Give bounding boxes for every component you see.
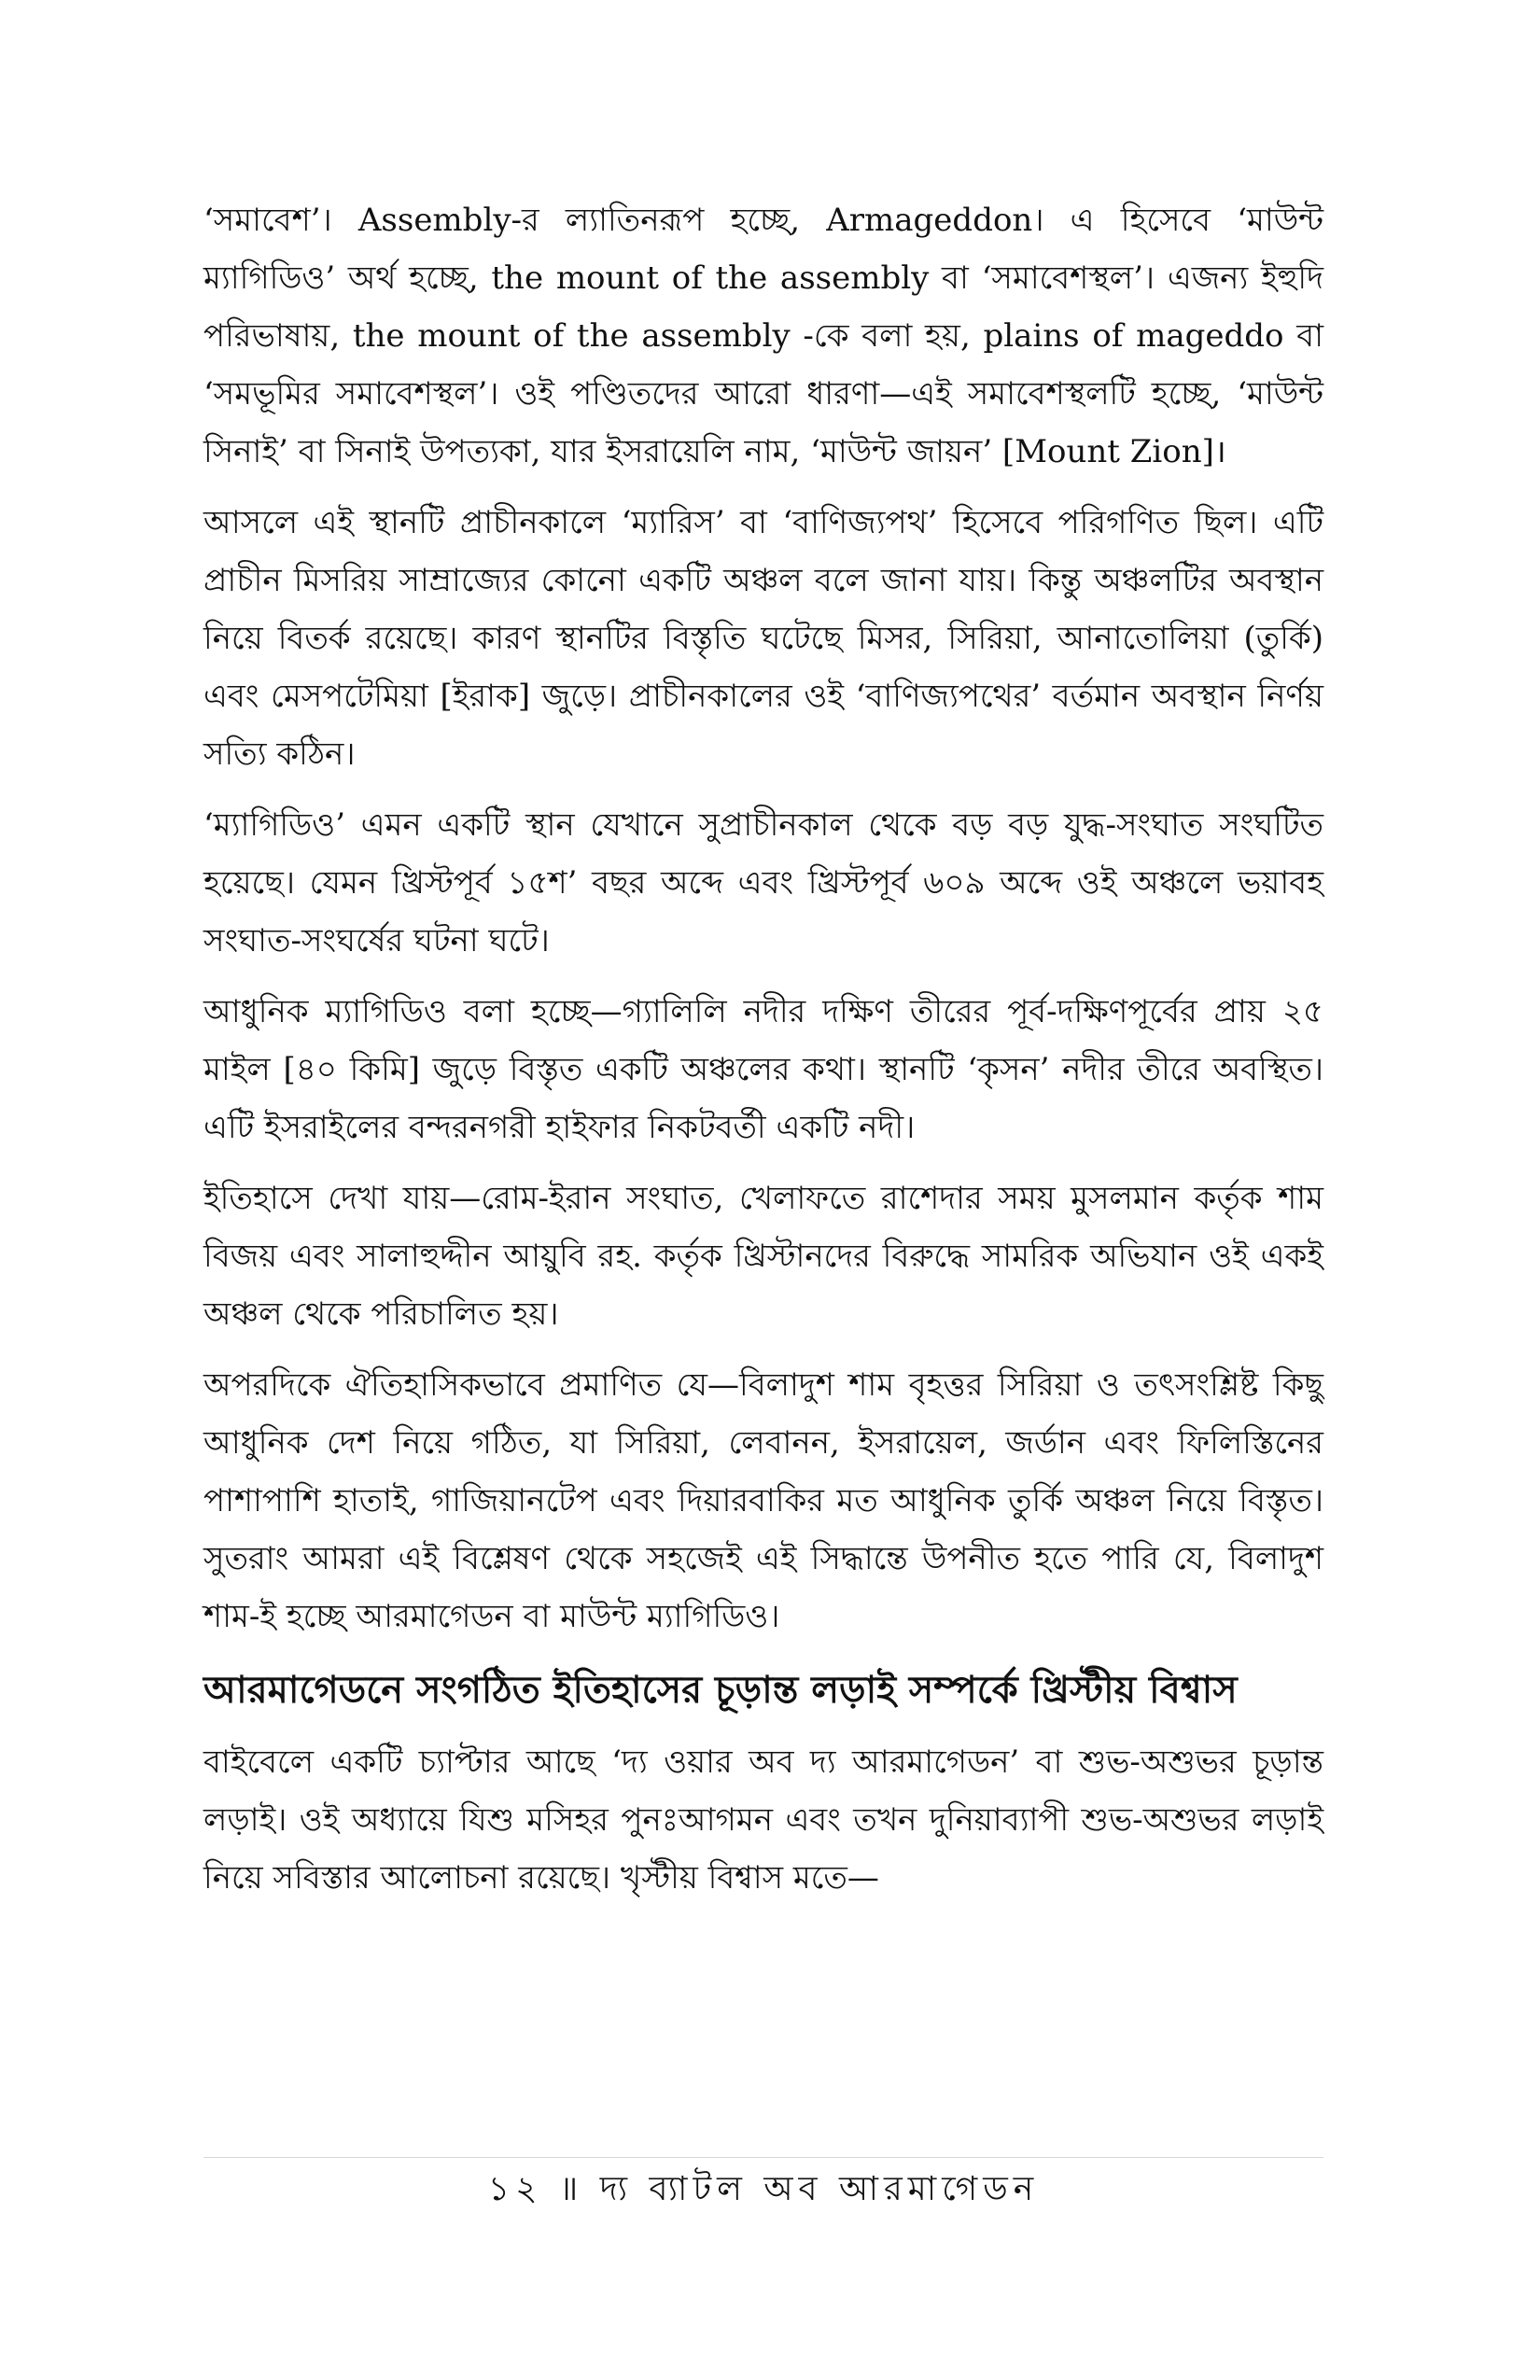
paragraph-history: ইতিহাসে দেখা যায়—রোম-ইরান সংঘাত, খেলাফতে রাশেদার সময় মুসলমান কর্তৃক শাম বিজয় এবং সালাহুদ্দীন আয়ুবি রহ. কর্তৃক খ্রিস্টানদের বিরুদ্ধে সামরিক অভিযান ওই একই অঞ্চল থেকে পরিচালিত হয়।	[203, 1180, 1323, 1333]
page-body	[203, 191, 1323, 1920]
page-footer: ১২ ॥ দ্য ব্যাটল অব আরমাগেডন	[487, 2170, 1040, 2208]
paragraph-bilad-al-sham: অপরদিকে ঐতিহাসিকভাবে প্রমাণিত যে—বিলাদুশ শাম বৃহত্তর সিরিয়া ও তৎসংশ্লিষ্ট কিছু আধুনিক দেশ নিয়ে গঠিত, যা সিরিয়া, লেবানন, ইসরায়েল, জর্ডান এবং ফিলিস্তিনের পাশাপাশি হাতাই, গাজিয়ানটেপ এবং দিয়ারবাকির মত আধুনিক তুর্কি অঞ্চল নিয়ে বিস্তৃত। সুতরাং আমরা এই বিশ্লেষণ থেকে সহজেই এই সিদ্ধান্তে উপনীত হতে পারি যে, বিলাদুশ শাম-ই হচ্ছে আরমাগেডন বা মাউন্ট ম্যাগিডিও।	[203, 1366, 1323, 1635]
paragraph-trade-route: আসলে এই স্থানটি প্রাচীনকালে ‘ম্যারিস’ বা ‘বাণিজ্যপথ’ হিসেবে পরিগণিত ছিল। এটি প্রাচীন মিসরিয় সাম্রাজ্যের কোনো একটি অঞ্চল বলে জানা যায়। কিন্তু অঞ্চলটির অবস্থান নিয়ে বিতর্ক রয়েছে। কারণ স্থানটির বিস্তৃতি ঘটেছে মিসর, সিরিয়া, আনাতোলিয়া (তুর্কি) এবং মেসপটেমিয়া [ইরাক] জুড়ে। প্রাচীনকালের ওই ‘বাণিজ্যপথের’ বর্তমান অবস্থান নির্ণয় সত্যি কঠিন।	[203, 504, 1323, 773]
paragraph-megiddo-battles: ‘ম্যাগিডিও’ এমন একটি স্থান যেখানে সুপ্রাচীনকাল থেকে বড় বড় যুদ্ধ-সংঘাত সংঘটিত হয়েছে। যেমন খ্রিস্টপূর্ব ১৫শ’ বছর অব্দে এবং খ্রিস্টপূর্ব ৬০৯ অব্দে ওই অঞ্চলে ভয়াবহ সংঘাত-সংঘর্ষের ঘটনা ঘটে।	[203, 806, 1323, 959]
paragraph-modern-megiddo: আধুনিক ম্যাগিডিও বলা হচ্ছে—গ্যালিলি নদীর দক্ষিণ তীরের পূর্ব-দক্ষিণপূর্বের প্রায় ২৫ মাইল [৪০ কিমি] জুড়ে বিস্তৃত একটি অঞ্চলের কথা। স্থানটি ‘কৃসন’ নদীর তীরে অবস্থিত। এটি ইসরাইলের বন্দরনগরী হাইফার নিকটবর্তী একটি নদী।	[203, 993, 1323, 1146]
paragraph-assembly-meaning: ‘সমাবেশ’। Assembly-র ল্যাতিনরূপ হচ্ছে, Armageddon। এ হিসেবে ‘মাউন্ট ম্যাগিডিও’ অর্থ হচ্ছে, the mount of the assembly বা ‘সমাবেশস্থল’। এজন্য ইহুদি পরিভাষায়, the mount of the assembly -কে বলা হয়, plains of mageddo বা ‘সমভূমির সমাবেশস্থল’। ওই পণ্ডিতদের আরো ধারণা—এই সমাবেশস্থলটি হচ্ছে, ‘মাউন্ট সিনাই’ বা সিনাই উপত্যকা, যার ইসরায়েলি নাম, ‘মাউন্ট জায়ন’ [Mount Zion]।	[203, 202, 1323, 470]
section-heading: আরমাগেডনে সংগঠিত ইতিহাসের চূড়ান্ত লড়াই সম্পর্কে খ্রিস্টীয় বিশ্বাস	[203, 1669, 1238, 1712]
footer-divider	[203, 2157, 1323, 2158]
paragraph-bible-chapter: বাইবেলে একটি চ্যাপ্টার আছে ‘দ্য ওয়ার অব দ্য আরমাগেডন’ বা শুভ-অশুভর চূড়ান্ত লড়াই। ওই অধ্যায়ে যিশু মসিহর পুনঃআগমন এবং তখন দুনিয়াব্যাপী শুভ-অশুভর লড়াই নিয়ে সবিস্তার আলোচনা রয়েছে। খৃস্টীয় বিশ্বাস মতে—	[203, 1743, 1323, 1897]
